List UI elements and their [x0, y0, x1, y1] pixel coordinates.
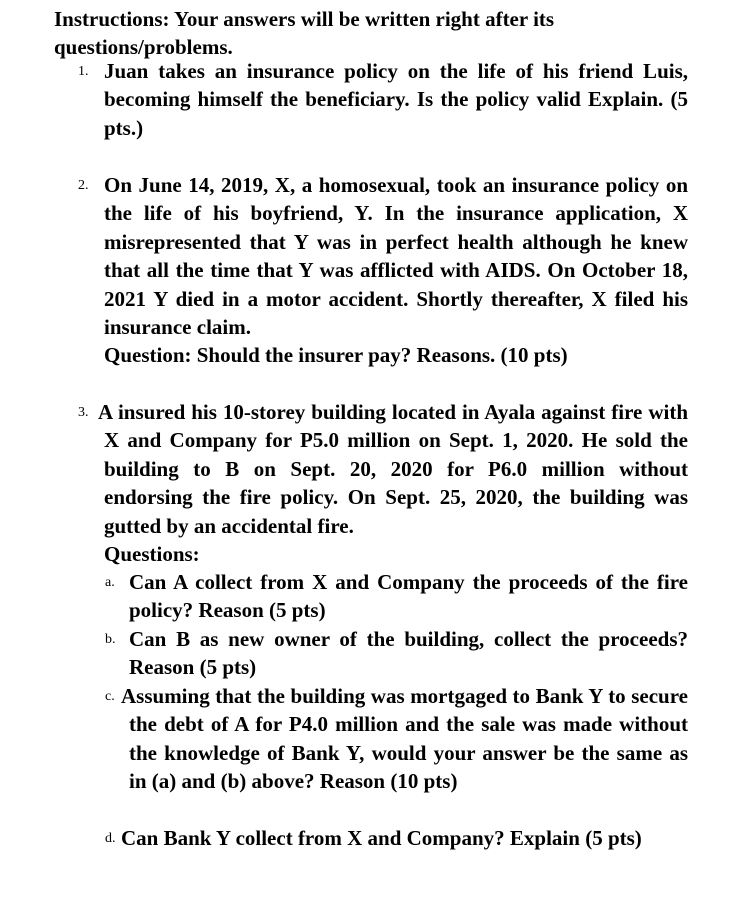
question-text: On June 14, 2019, X, a homosexual, took an insurance policy on the life of his boyfriend, Y. In the insurance application, X misrepresented that Y was in perfect health although he knew that all the time that Y was afflicted with AIDS. On October 18, 2021 Y died in a motor accident. Shortly thereafter, X filed his insurance claim.	[104, 173, 688, 340]
sub-question-label: b.	[105, 632, 116, 647]
questions-label: Questions:	[104, 542, 200, 567]
question-text: Juan takes an insurance policy on the life of his friend Luis, becoming himself the beneficiary. Is the policy valid Explain. (5 pts.)	[104, 59, 688, 140]
sub-question-label: c.	[105, 689, 115, 704]
sub-question-text: Can B as new owner of the building, collect the proceeds? Reason (5 pts)	[129, 627, 688, 680]
instructions-text: Instructions: Your answers will be written right after its questions/problems.	[54, 7, 555, 59]
question-2	[78, 171, 688, 370]
question-number: 2.	[78, 178, 89, 193]
question-1	[78, 57, 688, 142]
sub-question-a	[105, 568, 688, 625]
sub-question-b	[105, 625, 688, 682]
sub-question-text: Can A collect from X and Company the proceeds of the fire policy? Reason (5 pts)	[129, 570, 688, 623]
sub-question-c	[105, 682, 688, 796]
sub-question-label: d.	[105, 831, 116, 846]
sub-question-text: Can Bank Y collect from X and Company? Explain (5 pts)	[121, 826, 642, 850]
sub-question-label: a.	[105, 575, 115, 590]
question-number: 1.	[78, 64, 89, 79]
sub-question-text: Assuming that the building was mortgaged to Bank Y to secure the debt of A for P4.0 million and the sale was made without the knowledge of Bank Y, would your answer be the same as in (a) and (b) above? Reason (10 pts)	[121, 684, 688, 794]
question-3	[78, 398, 688, 568]
question-prompt: Question: Should the insurer pay? Reasons. (10 pts)	[104, 343, 568, 368]
question-text: A insured his 10-storey building located in Ayala against fire with X and Company for P5.0 million on Sept. 1, 2020. He sold the building to B on Sept. 20, 2020 for P6.0 million without endorsing the fire policy. On Sept. 25, 2020, the building was gutted by an accidental fire.	[98, 400, 688, 538]
sub-question-d	[105, 824, 688, 852]
question-number: 3.	[78, 405, 89, 420]
